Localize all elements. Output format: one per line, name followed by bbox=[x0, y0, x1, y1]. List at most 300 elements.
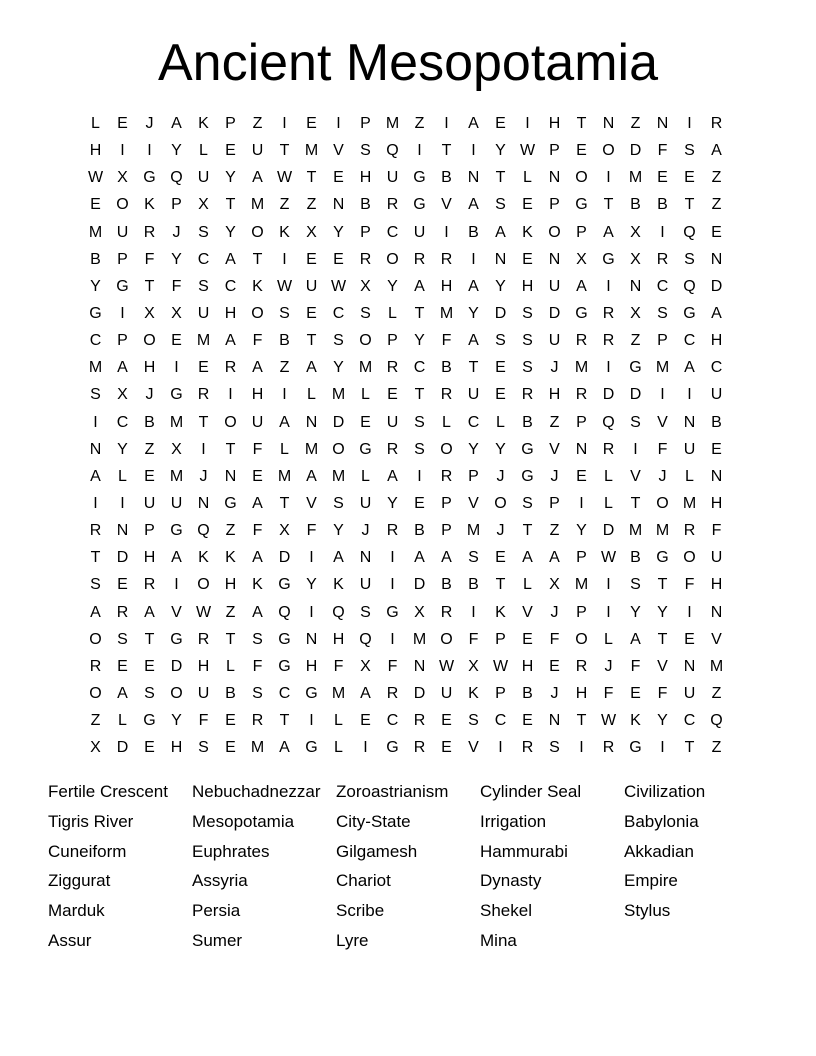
grid-letter: E bbox=[225, 142, 236, 160]
grid-letter: E bbox=[522, 630, 533, 648]
grid-letter: P bbox=[657, 332, 668, 350]
grid-letter: M bbox=[88, 359, 103, 377]
grid-letter: X bbox=[171, 304, 182, 322]
grid-letter: I bbox=[417, 142, 422, 160]
grid-letter: D bbox=[629, 142, 642, 160]
grid-letter: G bbox=[305, 739, 318, 757]
grid-letter: T bbox=[306, 332, 317, 350]
grid-letter: H bbox=[251, 386, 264, 404]
grid-letter: J bbox=[361, 522, 370, 540]
grid-letter: P bbox=[360, 223, 371, 241]
grid-letter: S bbox=[684, 250, 695, 268]
grid-letter: A bbox=[468, 196, 479, 214]
grid-letter: L bbox=[604, 467, 613, 485]
grid-letter: C bbox=[116, 413, 129, 431]
grid-letter: D bbox=[332, 413, 345, 431]
grid-letter: I bbox=[471, 603, 476, 621]
grid-letter: I bbox=[660, 739, 665, 757]
grid-letter: S bbox=[630, 413, 641, 431]
grid-letter: K bbox=[630, 712, 641, 730]
grid-letter: L bbox=[334, 712, 343, 730]
grid-letter: Z bbox=[630, 115, 641, 132]
grid-letter: S bbox=[522, 332, 533, 350]
grid-letter: M bbox=[628, 522, 643, 540]
grid-letter: I bbox=[687, 603, 692, 621]
grid-letter: A bbox=[441, 549, 452, 567]
grid-letter: H bbox=[440, 277, 453, 295]
grid-letter: I bbox=[309, 712, 314, 730]
grid-letter: R bbox=[656, 250, 669, 268]
grid-letter: I bbox=[336, 115, 341, 132]
grid-letter: O bbox=[440, 630, 453, 648]
grid-letter: N bbox=[467, 169, 480, 187]
grid-letter: V bbox=[711, 630, 722, 648]
grid-letter: B bbox=[144, 413, 155, 431]
grid-letter: B bbox=[441, 169, 452, 187]
grid-letter: Y bbox=[495, 277, 506, 295]
grid-letter: M bbox=[304, 440, 319, 458]
grid-letter: U bbox=[440, 684, 453, 702]
grid-letter: S bbox=[414, 440, 425, 458]
grid-letter: K bbox=[198, 115, 209, 132]
grid-letter: Y bbox=[387, 277, 398, 295]
grid-letter: M bbox=[655, 359, 670, 377]
grid-letter: I bbox=[282, 386, 287, 404]
grid-letter: A bbox=[333, 549, 344, 567]
grid-letter: I bbox=[444, 115, 449, 132]
word-list-item: Ziggurat bbox=[48, 871, 111, 891]
grid-letter: R bbox=[602, 440, 615, 458]
grid-letter: B bbox=[360, 196, 371, 214]
grid-letter: M bbox=[574, 359, 589, 377]
grid-letter: R bbox=[413, 250, 426, 268]
grid-letter: D bbox=[413, 684, 426, 702]
grid-letter: E bbox=[360, 712, 371, 730]
grid-letter: K bbox=[495, 603, 506, 621]
grid-letter: X bbox=[576, 250, 587, 268]
grid-letter: F bbox=[603, 684, 614, 702]
grid-letter: I bbox=[282, 250, 287, 268]
grid-letter: U bbox=[143, 494, 156, 512]
grid-letter: L bbox=[604, 494, 613, 512]
grid-letter: G bbox=[278, 576, 291, 594]
grid-letter: E bbox=[684, 169, 695, 187]
grid-letter: R bbox=[602, 739, 615, 757]
grid-letter: L bbox=[280, 440, 289, 458]
grid-letter: M bbox=[250, 196, 265, 214]
grid-letter: E bbox=[495, 386, 506, 404]
grid-letter: S bbox=[495, 196, 506, 214]
grid-letter: F bbox=[657, 684, 668, 702]
grid-letter: C bbox=[710, 359, 723, 377]
grid-letter: A bbox=[495, 223, 506, 241]
grid-letter: R bbox=[575, 657, 588, 675]
grid-letter: Z bbox=[711, 739, 722, 757]
grid-letter: S bbox=[198, 223, 209, 241]
grid-letter: N bbox=[305, 413, 318, 431]
grid-letter: O bbox=[575, 169, 588, 187]
grid-letter: V bbox=[171, 603, 182, 621]
grid-letter: E bbox=[144, 467, 155, 485]
grid-letter: J bbox=[658, 467, 667, 485]
grid-letter: B bbox=[711, 413, 722, 431]
grid-letter: I bbox=[174, 576, 179, 594]
grid-letter: B bbox=[441, 359, 452, 377]
grid-letter: I bbox=[498, 739, 503, 757]
grid-letter: U bbox=[251, 142, 264, 160]
grid-letter: T bbox=[279, 142, 290, 160]
grid-letter: T bbox=[252, 250, 263, 268]
grid-letter: N bbox=[602, 115, 615, 132]
grid-letter: A bbox=[414, 549, 425, 567]
word-list-item: Sumer bbox=[192, 930, 243, 950]
grid-letter: U bbox=[386, 169, 399, 187]
grid-letter: P bbox=[360, 115, 371, 132]
grid-letter: A bbox=[117, 684, 128, 702]
grid-letter: L bbox=[604, 630, 613, 648]
word-list-item: Cylinder Seal bbox=[480, 782, 582, 801]
grid-letter: U bbox=[197, 169, 210, 187]
grid-letter: R bbox=[89, 657, 102, 675]
grid-letter: N bbox=[413, 657, 426, 675]
grid-letter: T bbox=[279, 494, 290, 512]
grid-letter: A bbox=[711, 142, 722, 160]
grid-letter: U bbox=[251, 413, 264, 431]
grid-letter: Z bbox=[414, 115, 425, 132]
grid-letter: Y bbox=[468, 440, 479, 458]
grid-letter: T bbox=[306, 169, 317, 187]
grid-letter: E bbox=[387, 386, 398, 404]
grid-letter: O bbox=[89, 630, 102, 648]
grid-letter: T bbox=[225, 630, 236, 648]
grid-letter: O bbox=[683, 549, 696, 567]
grid-letter: X bbox=[117, 386, 128, 404]
grid-letter: Y bbox=[414, 332, 425, 350]
grid-letter: T bbox=[468, 359, 479, 377]
grid-letter: R bbox=[521, 386, 534, 404]
grid-letter: Y bbox=[657, 712, 668, 730]
grid-letter: T bbox=[657, 630, 668, 648]
grid-letter: R bbox=[683, 522, 696, 540]
grid-letter: R bbox=[116, 603, 129, 621]
grid-letter: J bbox=[604, 657, 613, 675]
grid-letter: M bbox=[439, 304, 454, 322]
grid-letter: G bbox=[575, 304, 588, 322]
grid-letter: A bbox=[171, 549, 182, 567]
grid-letter: R bbox=[386, 684, 399, 702]
grid-letter: C bbox=[386, 712, 399, 730]
grid-letter: D bbox=[116, 739, 129, 757]
grid-letter: Z bbox=[711, 169, 722, 187]
word-list-item: Babylonia bbox=[624, 811, 699, 831]
grid-letter: G bbox=[656, 549, 669, 567]
grid-letter: T bbox=[630, 494, 641, 512]
grid-letter: K bbox=[333, 576, 344, 594]
grid-letter: J bbox=[550, 684, 559, 702]
grid-letter: J bbox=[496, 467, 505, 485]
grid-letter: H bbox=[548, 115, 561, 132]
grid-letter: Y bbox=[171, 142, 182, 160]
grid-letter: X bbox=[90, 739, 101, 757]
grid-letter: D bbox=[494, 304, 507, 322]
grid-letter: T bbox=[522, 522, 533, 540]
grid-letter: B bbox=[441, 576, 452, 594]
grid-letter: V bbox=[333, 142, 344, 160]
grid-letter: E bbox=[522, 712, 533, 730]
grid-letter: R bbox=[575, 332, 588, 350]
grid-letter: Y bbox=[657, 603, 668, 621]
grid-letter: R bbox=[710, 115, 723, 132]
grid-letter: R bbox=[602, 332, 615, 350]
grid-letter: O bbox=[656, 494, 669, 512]
grid-letter: V bbox=[468, 739, 479, 757]
grid-letter: E bbox=[576, 142, 587, 160]
grid-letter: E bbox=[333, 250, 344, 268]
grid-letter: F bbox=[387, 657, 398, 675]
grid-letter: Q bbox=[197, 522, 210, 540]
grid-letter: O bbox=[575, 630, 588, 648]
word-list-item: Chariot bbox=[336, 871, 391, 891]
grid-letter: S bbox=[522, 359, 533, 377]
grid-letter: D bbox=[710, 277, 723, 295]
grid-letter: N bbox=[548, 712, 561, 730]
grid-letter: E bbox=[549, 657, 560, 675]
word-list-item: Scribe bbox=[336, 901, 385, 921]
grid-letter: P bbox=[495, 630, 506, 648]
grid-letter: O bbox=[89, 684, 102, 702]
grid-letter: C bbox=[494, 712, 507, 730]
grid-letter: F bbox=[252, 332, 263, 350]
grid-letter: U bbox=[116, 223, 129, 241]
word-list-item: Persia bbox=[192, 901, 241, 921]
grid-letter: Y bbox=[117, 440, 128, 458]
grid-letter: F bbox=[198, 712, 209, 730]
grid-letter: C bbox=[656, 277, 669, 295]
grid-letter: N bbox=[548, 169, 561, 187]
grid-letter: M bbox=[385, 115, 400, 132]
word-list-item: Irrigation bbox=[480, 811, 547, 831]
grid-letter: N bbox=[710, 603, 723, 621]
grid-letter: K bbox=[468, 684, 479, 702]
word-list-item: Assyria bbox=[192, 871, 248, 891]
grid-letter: B bbox=[657, 196, 668, 214]
grid-letter: U bbox=[305, 277, 318, 295]
grid-letter: N bbox=[89, 440, 102, 458]
word-list-item: Assur bbox=[48, 930, 92, 950]
word-list-item: Cuneiform bbox=[48, 841, 127, 861]
grid-letter: I bbox=[471, 142, 476, 160]
grid-letter: G bbox=[521, 440, 534, 458]
grid-letter: L bbox=[199, 142, 208, 160]
grid-letter: W bbox=[438, 657, 455, 675]
grid-letter: I bbox=[309, 549, 314, 567]
grid-letter: N bbox=[197, 494, 210, 512]
grid-letter: R bbox=[386, 359, 399, 377]
grid-letter: T bbox=[684, 196, 695, 214]
grid-letter: Q bbox=[386, 142, 399, 160]
grid-letter: E bbox=[441, 712, 452, 730]
grid-letter: N bbox=[305, 630, 318, 648]
grid-letter: Z bbox=[252, 115, 263, 132]
grid-letter: H bbox=[575, 684, 588, 702]
grid-letter: B bbox=[90, 250, 101, 268]
grid-letter: Y bbox=[306, 576, 317, 594]
grid-letter: N bbox=[332, 196, 345, 214]
grid-letter: R bbox=[413, 712, 426, 730]
grid-letter: I bbox=[606, 603, 611, 621]
grid-letter: D bbox=[170, 657, 183, 675]
grid-letter: X bbox=[360, 657, 371, 675]
grid-letter: Z bbox=[306, 196, 317, 214]
grid-letter: Q bbox=[359, 630, 372, 648]
grid-letter: I bbox=[228, 386, 233, 404]
grid-letter: T bbox=[576, 115, 587, 132]
grid-letter: G bbox=[170, 630, 183, 648]
grid-letter: H bbox=[197, 657, 210, 675]
grid-letter: J bbox=[172, 223, 181, 241]
grid-letter: K bbox=[279, 223, 290, 241]
grid-letter: A bbox=[603, 223, 614, 241]
grid-letter: C bbox=[386, 223, 399, 241]
grid-letter: L bbox=[496, 413, 505, 431]
grid-letter: W bbox=[600, 549, 617, 567]
grid-letter: E bbox=[144, 657, 155, 675]
grid-letter: L bbox=[226, 657, 235, 675]
grid-letter: Z bbox=[279, 359, 290, 377]
grid-letter: M bbox=[331, 386, 346, 404]
grid-letter: O bbox=[332, 440, 345, 458]
grid-letter: I bbox=[120, 494, 125, 512]
grid-letter: R bbox=[575, 386, 588, 404]
grid-letter: R bbox=[521, 739, 534, 757]
grid-letter: E bbox=[495, 115, 506, 132]
grid-letter: H bbox=[710, 576, 723, 594]
grid-letter: I bbox=[633, 440, 638, 458]
grid-letter: P bbox=[549, 196, 560, 214]
grid-letter: F bbox=[252, 440, 263, 458]
grid-letter: U bbox=[710, 549, 723, 567]
word-list-item: Akkadian bbox=[624, 841, 694, 861]
grid-letter: A bbox=[468, 115, 479, 132]
grid-letter: U bbox=[359, 576, 372, 594]
grid-letter: R bbox=[224, 359, 237, 377]
grid-letter: E bbox=[144, 739, 155, 757]
letter-grid bbox=[82, 110, 730, 761]
grid-letter: W bbox=[519, 142, 536, 160]
grid-letter: I bbox=[147, 142, 152, 160]
grid-letter: E bbox=[522, 250, 533, 268]
grid-letter: A bbox=[306, 467, 317, 485]
grid-letter: Y bbox=[171, 250, 182, 268]
grid-letter: S bbox=[360, 142, 371, 160]
grid-letter: V bbox=[522, 603, 533, 621]
grid-letter: S bbox=[360, 304, 371, 322]
grid-letter: F bbox=[171, 277, 182, 295]
grid-letter: G bbox=[116, 277, 129, 295]
grid-letter: F bbox=[252, 522, 263, 540]
grid-letter: X bbox=[144, 304, 155, 322]
grid-letter: A bbox=[576, 277, 587, 295]
grid-letter: R bbox=[89, 522, 102, 540]
grid-letter: T bbox=[603, 196, 614, 214]
grid-letter: N bbox=[629, 277, 642, 295]
grid-letter: R bbox=[386, 522, 399, 540]
grid-letter: Y bbox=[333, 223, 344, 241]
grid-letter: D bbox=[629, 386, 642, 404]
grid-letter: M bbox=[304, 142, 319, 160]
grid-letter: I bbox=[660, 223, 665, 241]
grid-letter: S bbox=[90, 386, 101, 404]
word-list-item: Empire bbox=[624, 871, 678, 891]
grid-letter: O bbox=[116, 196, 129, 214]
grid-letter: P bbox=[576, 549, 587, 567]
grid-letter: E bbox=[171, 332, 182, 350]
grid-letter: M bbox=[331, 684, 346, 702]
grid-letter: B bbox=[522, 684, 533, 702]
word-list-item: Shekel bbox=[480, 901, 532, 921]
grid-letter: L bbox=[685, 467, 694, 485]
grid-letter: Q bbox=[170, 169, 183, 187]
grid-letter: E bbox=[576, 467, 587, 485]
grid-letter: U bbox=[386, 413, 399, 431]
grid-letter: W bbox=[276, 277, 293, 295]
grid-letter: O bbox=[224, 413, 237, 431]
grid-letter: U bbox=[548, 277, 561, 295]
grid-letter: H bbox=[548, 386, 561, 404]
grid-letter: I bbox=[606, 277, 611, 295]
grid-letter: F bbox=[630, 657, 641, 675]
grid-letter: A bbox=[252, 494, 263, 512]
grid-letter: E bbox=[225, 712, 236, 730]
grid-letter: T bbox=[495, 169, 506, 187]
grid-letter: Z bbox=[711, 196, 722, 214]
grid-letter: K bbox=[522, 223, 533, 241]
grid-letter: Y bbox=[576, 522, 587, 540]
grid-letter: X bbox=[468, 657, 479, 675]
grid-letter: P bbox=[117, 332, 128, 350]
grid-letter: V bbox=[549, 440, 560, 458]
grid-letter: X bbox=[198, 196, 209, 214]
grid-letter: S bbox=[468, 549, 479, 567]
grid-letter: E bbox=[657, 169, 668, 187]
grid-letter: X bbox=[117, 169, 128, 187]
grid-letter: T bbox=[90, 549, 101, 567]
grid-letter: T bbox=[144, 630, 155, 648]
grid-letter: Y bbox=[333, 359, 344, 377]
grid-letter: S bbox=[468, 712, 479, 730]
grid-letter: U bbox=[467, 386, 480, 404]
grid-letter: B bbox=[522, 413, 533, 431]
grid-letter: G bbox=[278, 657, 291, 675]
grid-letter: R bbox=[197, 630, 210, 648]
grid-letter: S bbox=[414, 413, 425, 431]
word-list bbox=[48, 777, 768, 956]
grid-letter: A bbox=[252, 549, 263, 567]
grid-letter: S bbox=[522, 304, 533, 322]
grid-letter: D bbox=[278, 549, 291, 567]
grid-letter: H bbox=[143, 549, 156, 567]
grid-letter: Z bbox=[225, 522, 236, 540]
grid-letter: F bbox=[711, 522, 722, 540]
grid-letter: I bbox=[282, 115, 287, 132]
grid-letter: U bbox=[683, 684, 696, 702]
grid-letter: I bbox=[93, 494, 98, 512]
grid-letter: E bbox=[522, 196, 533, 214]
grid-letter: I bbox=[120, 142, 125, 160]
grid-letter: S bbox=[522, 494, 533, 512]
grid-letter: T bbox=[684, 739, 695, 757]
grid-letter: E bbox=[306, 115, 317, 132]
